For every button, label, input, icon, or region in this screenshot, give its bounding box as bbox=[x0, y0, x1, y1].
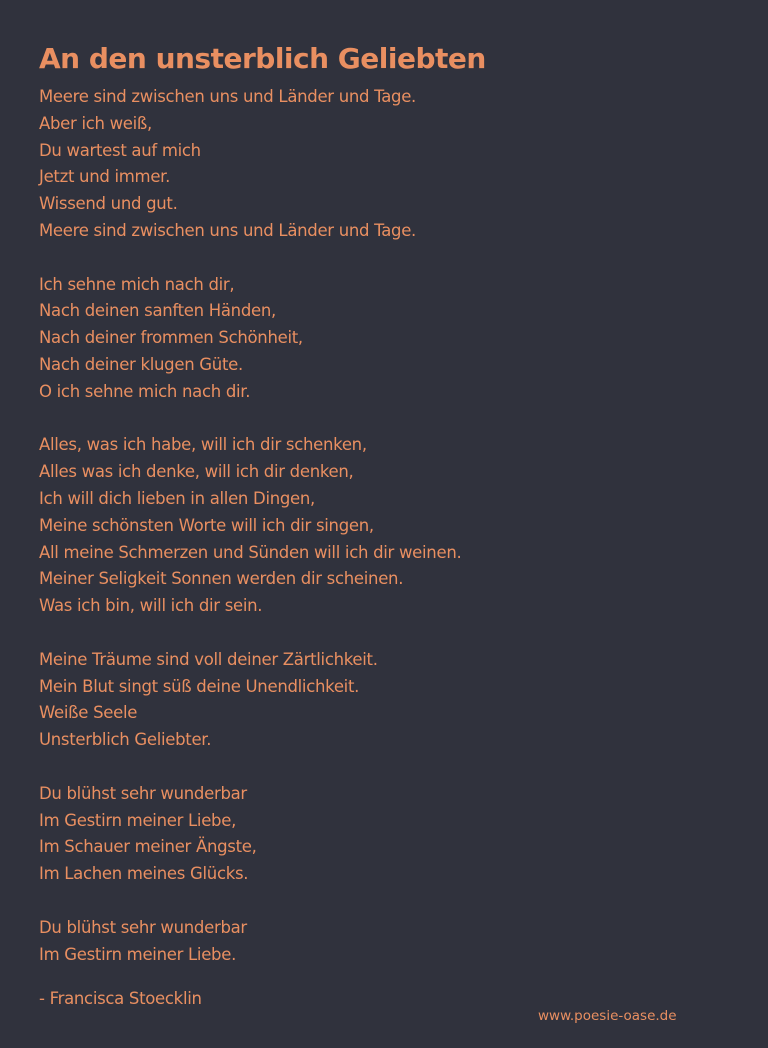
poem-line: Im Gestirn meiner Liebe. bbox=[39, 944, 237, 964]
stanza-4 bbox=[39, 647, 739, 754]
poem-line: Im Gestirn meiner Liebe, bbox=[39, 810, 237, 830]
website-watermark: www.poesie-oase.de bbox=[538, 1008, 677, 1024]
stanza-3 bbox=[39, 432, 739, 620]
stanza-6 bbox=[39, 915, 739, 969]
poem-line: Du blühst sehr wunderbar bbox=[39, 783, 247, 803]
poem-line: Jetzt und immer. bbox=[39, 167, 171, 187]
poem-line: Meere sind zwischen uns und Länder und Tage. bbox=[39, 87, 416, 106]
poem-line: Weiße Seele bbox=[39, 703, 138, 723]
poem-line: Meere sind zwischen uns und Länder und Tage. bbox=[39, 220, 416, 240]
stanza-1 bbox=[39, 84, 739, 245]
poem-line: Ich will dich lieben in allen Dingen, bbox=[39, 488, 316, 508]
poem-line: Unsterblich Geliebter. bbox=[39, 730, 212, 750]
poem-line: Wissend und gut. bbox=[39, 194, 178, 214]
poem-line: O ich sehne mich nach dir. bbox=[39, 381, 251, 401]
poem-line: Meiner Seligkeit Sonnen werden dir scheinen. bbox=[39, 569, 404, 589]
poem-line: Alles, was ich habe, will ich dir schenken, bbox=[39, 435, 367, 455]
poem-line: Du blühst sehr wunderbar bbox=[39, 917, 247, 937]
stanza-5 bbox=[39, 781, 739, 888]
poem-line: Was ich bin, will ich dir sein. bbox=[39, 596, 263, 616]
poem-line: Du wartest auf mich bbox=[39, 140, 201, 160]
poem-body bbox=[39, 84, 739, 995]
poem-line: Im Lachen meines Glücks. bbox=[39, 864, 249, 884]
poem-author: - Francisca Stoecklin bbox=[39, 989, 202, 1008]
poem-line: Nach deiner klugen Güte. bbox=[39, 354, 243, 374]
poem-line: Nach deiner frommen Schönheit, bbox=[39, 328, 303, 348]
poem-line: Meine Träume sind voll deiner Zärtlichkeit. bbox=[39, 649, 378, 669]
stanza-2 bbox=[39, 272, 739, 406]
poem-line: Meine schönsten Worte will ich dir singen, bbox=[39, 515, 374, 535]
poem-line: Mein Blut singt süß deine Unendlichkeit. bbox=[39, 676, 360, 696]
poem-line: All meine Schmerzen und Sünden will ich dir weinen. bbox=[39, 542, 462, 562]
poem-line: Alles was ich denke, will ich dir denken, bbox=[39, 462, 354, 482]
poem-line: Ich sehne mich nach dir, bbox=[39, 274, 235, 294]
poem-line: Nach deinen sanften Händen, bbox=[39, 301, 276, 321]
poem-line: Aber ich weiß, bbox=[39, 113, 152, 133]
poem-title: An den unsterblich Geliebten bbox=[39, 42, 486, 75]
poem-line: Im Schauer meiner Ängste, bbox=[39, 837, 257, 857]
